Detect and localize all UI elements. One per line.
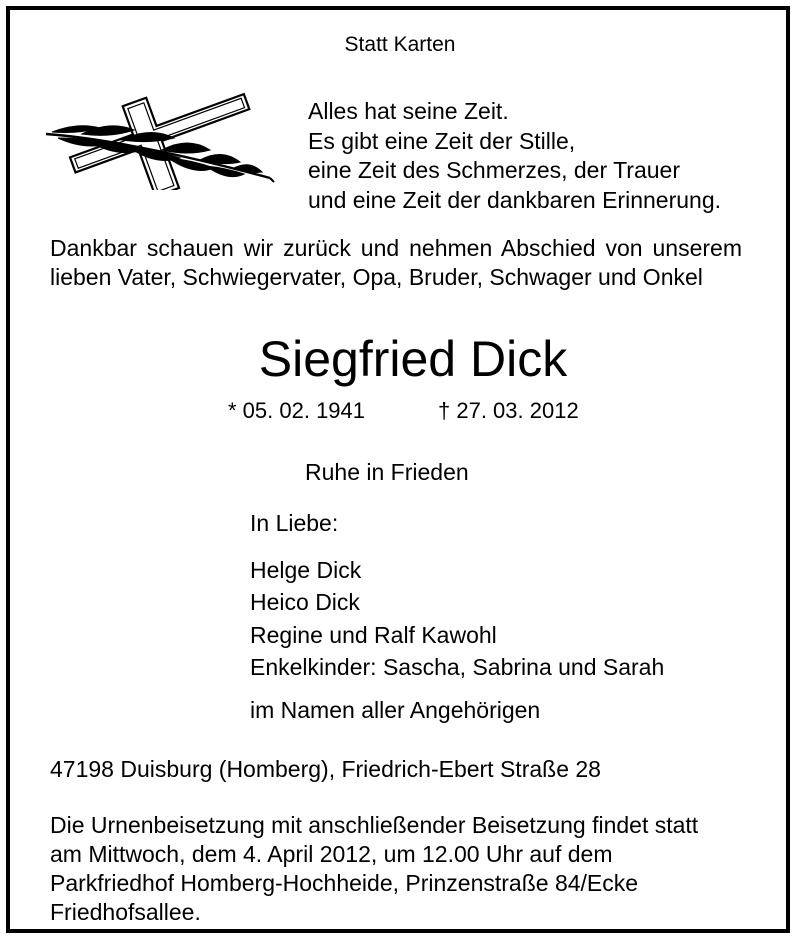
funeral-line: Friedhofsallee. (50, 899, 201, 925)
intro-text: Dankbar schauen wir zurück und nehmen Abschied von unserem lieben Vater, Schwiegervater, Opa, Bruder, Schwager und Onkel (50, 235, 742, 290)
funeral-line: am Mittwoch, dem 4. April 2012, um 12.00 Uhr auf dem (50, 841, 613, 867)
in-love-label: In Liebe: (250, 510, 339, 536)
rest-in-peace: Ruhe in Frieden (305, 459, 469, 485)
mourner-name: Enkelkinder: Sascha, Sabrina und Sarah (250, 654, 665, 680)
on-behalf-line: im Namen aller Angehörigen (250, 697, 541, 723)
motto-verse (308, 97, 721, 215)
motto-line: Alles hat seine Zeit. (308, 98, 509, 124)
cross-with-palm-branch-icon (38, 82, 278, 190)
funeral-line: Die Urnenbeisetzung mit anschließender Beisetzung findet statt (50, 812, 699, 838)
funeral-line: Parkfriedhof Homberg-Hochheide, Prinzenstraße 84/Ecke (50, 870, 639, 896)
deceased-name: Siegfried Dick (258, 331, 568, 387)
motto-line: und eine Zeit der dankbaren Erinnerung. (308, 186, 722, 213)
notice-header: Statt Karten (344, 33, 456, 56)
family-address: 47198 Duisburg (Homberg), Friedrich-Ebert Straße 28 (50, 756, 601, 782)
mourner-name: Regine und Ralf Kawohl (250, 622, 497, 648)
motto-line: Es gibt eine Zeit der Stille, (308, 127, 576, 154)
funeral-info (50, 811, 698, 927)
mourner-name: Helge Dick (250, 557, 362, 583)
motto-line: eine Zeit des Schmerzes, der Trauer (308, 157, 680, 183)
death-date: † 27. 03. 2012 (438, 398, 579, 423)
birth-date: * 05. 02. 1941 (228, 398, 366, 423)
mourner-name: Heico Dick (250, 589, 360, 615)
